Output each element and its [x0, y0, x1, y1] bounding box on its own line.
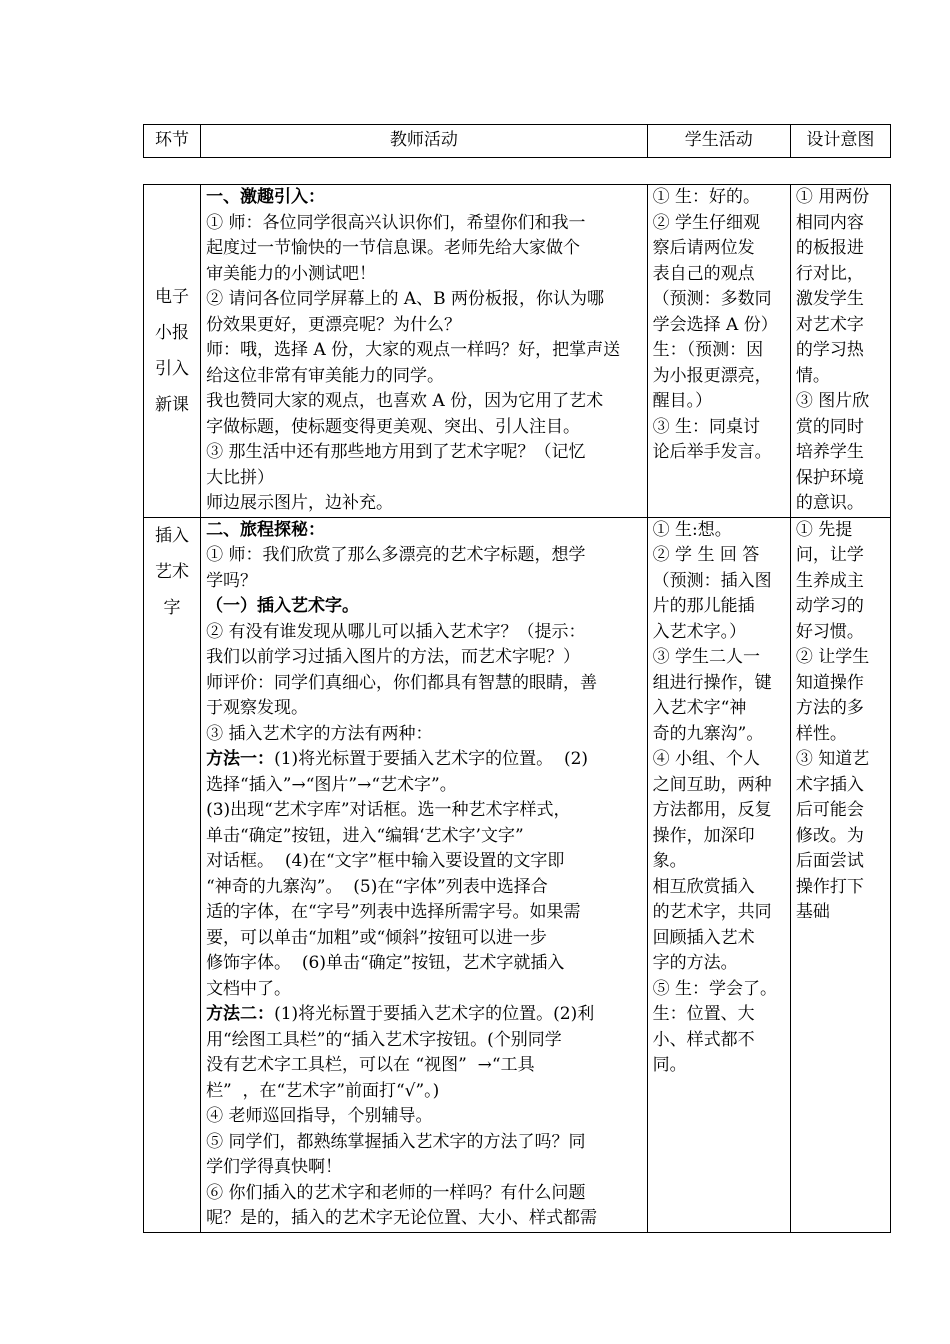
- stage-cell: [144, 517, 201, 1232]
- table-row: [144, 185, 891, 518]
- header-design-intent: 设计意图: [790, 125, 890, 158]
- student-text-line: 回顾插入艺术: [652, 927, 755, 948]
- teacher-text-line: 于观察发现。: [206, 698, 309, 718]
- teacher-text-line: ④ 老师巡回指导，个别辅导。: [206, 1106, 433, 1126]
- intent-text-line: 的意识。: [795, 493, 864, 513]
- method-text: (1)将光标置于要插入艺术字的位置。(2)利: [274, 1004, 595, 1024]
- intent-text-line: ① 先提: [795, 519, 853, 540]
- teacher-text-line: 一、激趣引入：: [206, 187, 326, 207]
- student-text-line: 片的那儿能插: [652, 596, 755, 616]
- student-text-line: 象。: [652, 851, 687, 871]
- teacher-text-line: ⑥ 你们插入的艺术字和老师的一样吗？有什么问题: [206, 1182, 586, 1203]
- teacher-text-line: （一）插入艺术字。: [206, 596, 360, 616]
- teacher-text-line: ③ 插入艺术字的方法有两种：: [206, 723, 433, 744]
- teacher-text-line: 师边展示图片，边补充。: [206, 493, 394, 513]
- intent-text-line: ③ 图片欣: [795, 391, 870, 411]
- student-text-line: 醒目。）: [652, 391, 713, 411]
- stage-line: 小报: [155, 322, 190, 343]
- student-text-line: ③ 生：同桌讨: [652, 416, 761, 437]
- intent-text-line: 问，让学: [795, 545, 864, 565]
- intent-text-line: 生养成主: [795, 570, 864, 591]
- teacher-text-line: 学吗？: [206, 570, 258, 591]
- table-row: [144, 517, 891, 1232]
- intent-text-line: 的学习热: [795, 340, 864, 360]
- teacher-text-line: (3)出现“艺术字库”对话框。选一种艺术字样式，: [206, 800, 571, 820]
- student-text-line: 为小报更漂亮，: [652, 365, 772, 386]
- teacher-text-line: ② 有没有谁发现从哪儿可以插入艺术字？（提示：: [206, 621, 586, 642]
- intent-text-line: ② 让学生: [795, 647, 870, 667]
- stage-line: 艺术: [155, 561, 190, 582]
- student-text-line: 表自己的观点: [652, 263, 755, 284]
- student-text-line: 组进行操作，键: [652, 672, 772, 693]
- student-text-line: 论后举手发言。: [652, 442, 772, 462]
- student-text-line: 之间互助，两种: [652, 774, 772, 795]
- teacher-text-line: ③ 那生活中还有那些地方用到了艺术字呢？（记忆: [206, 442, 586, 462]
- teacher-text-line: 师：哦，选择 A 份，大家的观点一样吗？好，把掌声送: [206, 340, 621, 360]
- intent-text-line: 样性。: [795, 723, 847, 744]
- intent-text-line: 后可能会: [795, 800, 864, 820]
- intent-text-line: 相同内容: [795, 212, 864, 233]
- student-text-line: 入艺术字“神: [652, 698, 747, 718]
- stage-line: 插入: [155, 525, 190, 546]
- student-text-line: 生：（预测：因: [652, 340, 764, 360]
- student-text-line: 生：位置、大: [652, 1004, 755, 1024]
- header-teacher-activity: 教师活动: [201, 125, 648, 158]
- student-text-line: 同。: [652, 1055, 687, 1075]
- intent-cell: [790, 185, 890, 518]
- teacher-text-line: 文档中了。: [206, 978, 292, 999]
- teacher-cell: [201, 517, 648, 1232]
- intent-text-line: 修改。为: [795, 825, 864, 846]
- student-text-line: （预测：多数同: [652, 289, 772, 309]
- student-cell: [647, 185, 790, 518]
- intent-cell: [790, 517, 890, 1232]
- intent-text-line: ① 用两份: [795, 187, 870, 207]
- student-text-line: 相互欣赏插入: [652, 876, 755, 897]
- intent-text-line: 情。: [795, 365, 830, 386]
- teacher-text-line: 起度过一节愉快的一节信息课。老师先给大家做个: [206, 238, 581, 258]
- teacher-text-line: 呢？是的，插入的艺术字无论位置、大小、样式都需: [206, 1208, 598, 1228]
- teacher-text-line: 给这位非常有审美能力的同学。: [206, 365, 445, 386]
- student-text-line: 方法都用，反复: [652, 800, 772, 820]
- header-table: [143, 124, 891, 158]
- header-student-activity: 学生活动: [647, 125, 790, 158]
- intent-text-line: 方法的多: [795, 698, 864, 718]
- student-text-line: ⑤ 生：学会了。: [652, 978, 778, 999]
- teacher-text-line: 要，可以单击“加粗”或“倾斜”按钮可以进一步: [206, 927, 547, 948]
- teacher-text-line: 我也赞同大家的观点，也喜欢 A 份，因为它用了艺术: [206, 391, 604, 411]
- lesson-table: [143, 184, 891, 1233]
- method-label: 方法一：: [206, 749, 275, 769]
- intent-text-line: 培养学生: [795, 442, 864, 462]
- intent-text-line: ③ 知道艺: [795, 749, 870, 769]
- teacher-text-line: 选择“插入”→“图片”→“艺术字”。: [206, 774, 457, 795]
- intent-text-line: 术字插入: [795, 774, 864, 795]
- intent-text-line: 好习惯。: [795, 621, 864, 642]
- teacher-text-line: ① 师：各位同学很高兴认识你们，希望你们和我一: [206, 212, 586, 233]
- intent-text-line: 激发学生: [795, 289, 864, 309]
- teacher-text-line: ① 师：我们欣赏了那么多漂亮的艺术字标题，想学: [206, 545, 586, 565]
- intent-text-line: 的板报进: [795, 238, 864, 258]
- student-text-line: 学会选择 A 份）: [652, 314, 778, 335]
- teacher-text-line: [206, 747, 642, 773]
- intent-text-line: 后面尝试: [795, 851, 864, 871]
- student-text-line: 小、样式都不: [652, 1029, 755, 1050]
- student-text-line: ③ 学生二人一: [652, 647, 761, 667]
- intent-text-line: 知道操作: [795, 672, 864, 693]
- intent-text-line: 操作打下: [795, 876, 864, 897]
- stage-cell: [144, 185, 201, 518]
- stage-line: 电子: [155, 286, 190, 307]
- student-text-line: 察后请两位发: [652, 238, 755, 258]
- student-text-line: ② 学生仔细观: [652, 212, 761, 233]
- teacher-text-line: ⑤ 同学们，都熟练掌握插入艺术字的方法了吗？同: [206, 1131, 586, 1152]
- teacher-text-line: 单击“确定”按钮，进入“编辑‘艺术字’文字”: [206, 825, 524, 846]
- student-text-line: ① 生:想。: [652, 519, 732, 540]
- teacher-text-line: 大比拼）: [206, 467, 275, 488]
- student-text-line: ④ 小组、个人: [652, 749, 761, 769]
- teacher-text-line: 学们学得真快啊！: [206, 1157, 343, 1177]
- teacher-text-line: 栏” ，在“艺术字”前面打“√”。): [206, 1080, 440, 1101]
- student-cell: [647, 517, 790, 1232]
- teacher-text-line: 我们以前学习过插入图片的方法，而艺术字呢？）: [206, 647, 581, 667]
- teacher-text-line: ② 请问各位同学屏幕上的 A、B 两份板报，你认为哪: [206, 289, 605, 309]
- student-text-line: 的艺术字，共同: [652, 902, 772, 922]
- teacher-text-line: 字做标题，使标题变得更美观、突出、引人注目。: [206, 416, 581, 437]
- intent-text-line: 赏的同时: [795, 416, 864, 437]
- teacher-text-line: 适的字体，在“字号”列表中选择所需字号。如果需: [206, 902, 581, 922]
- intent-text-line: 对艺术字: [795, 314, 864, 335]
- student-text-line: ① 生：好的。: [652, 187, 761, 207]
- stage-line: 字: [163, 597, 181, 618]
- method-label: 方法二：: [206, 1004, 275, 1024]
- teacher-text-line: 份效果更好，更漂亮呢？为什么？: [206, 314, 462, 335]
- teacher-text-line: 对话框。 (4)在“文字”框中输入要设置的文字即: [206, 851, 565, 871]
- teacher-text-line: 审美能力的小测试吧！: [206, 263, 377, 284]
- student-text-line: 操作，加深印: [652, 825, 755, 846]
- student-text-line: （预测：插入图: [652, 570, 772, 591]
- header-stage: 环节: [144, 125, 201, 158]
- intent-text-line: 基础: [795, 902, 830, 922]
- student-text-line: 字的方法。: [652, 953, 738, 973]
- student-text-line: ② 学 生 回 答: [652, 545, 760, 565]
- method-text: (1)将光标置于要插入艺术字的位置。 (2): [274, 749, 589, 769]
- teacher-text-line: 师评价：同学们真细心，你们都具有智慧的眼睛，善: [206, 672, 598, 693]
- teacher-cell: [201, 185, 648, 518]
- stage-line: 新课: [155, 394, 190, 415]
- stage-line: 引入: [155, 358, 190, 379]
- teacher-text-line: “神奇的九寨沟”。 (5)在“字体”列表中选择合: [206, 876, 548, 897]
- teacher-text-line: 没有艺术字工具栏，可以在 “视图” →“工具: [206, 1055, 535, 1075]
- teacher-text-line: 用“绘图工具栏”的“插入艺术字按钮。(个别同学: [206, 1029, 562, 1050]
- intent-text-line: 行对比，: [795, 263, 864, 284]
- teacher-text-line: [206, 1002, 642, 1028]
- intent-text-line: 保护环境: [795, 467, 864, 488]
- teacher-text-line: 二、旅程探秘：: [206, 519, 326, 540]
- student-text-line: 入艺术字。）: [652, 621, 747, 642]
- intent-text-line: 动学习的: [795, 596, 864, 616]
- teacher-text-line: 修饰字体。 (6)单击“确定”按钮，艺术字就插入: [206, 953, 565, 973]
- student-text-line: 奇的九寨沟”。: [652, 723, 764, 744]
